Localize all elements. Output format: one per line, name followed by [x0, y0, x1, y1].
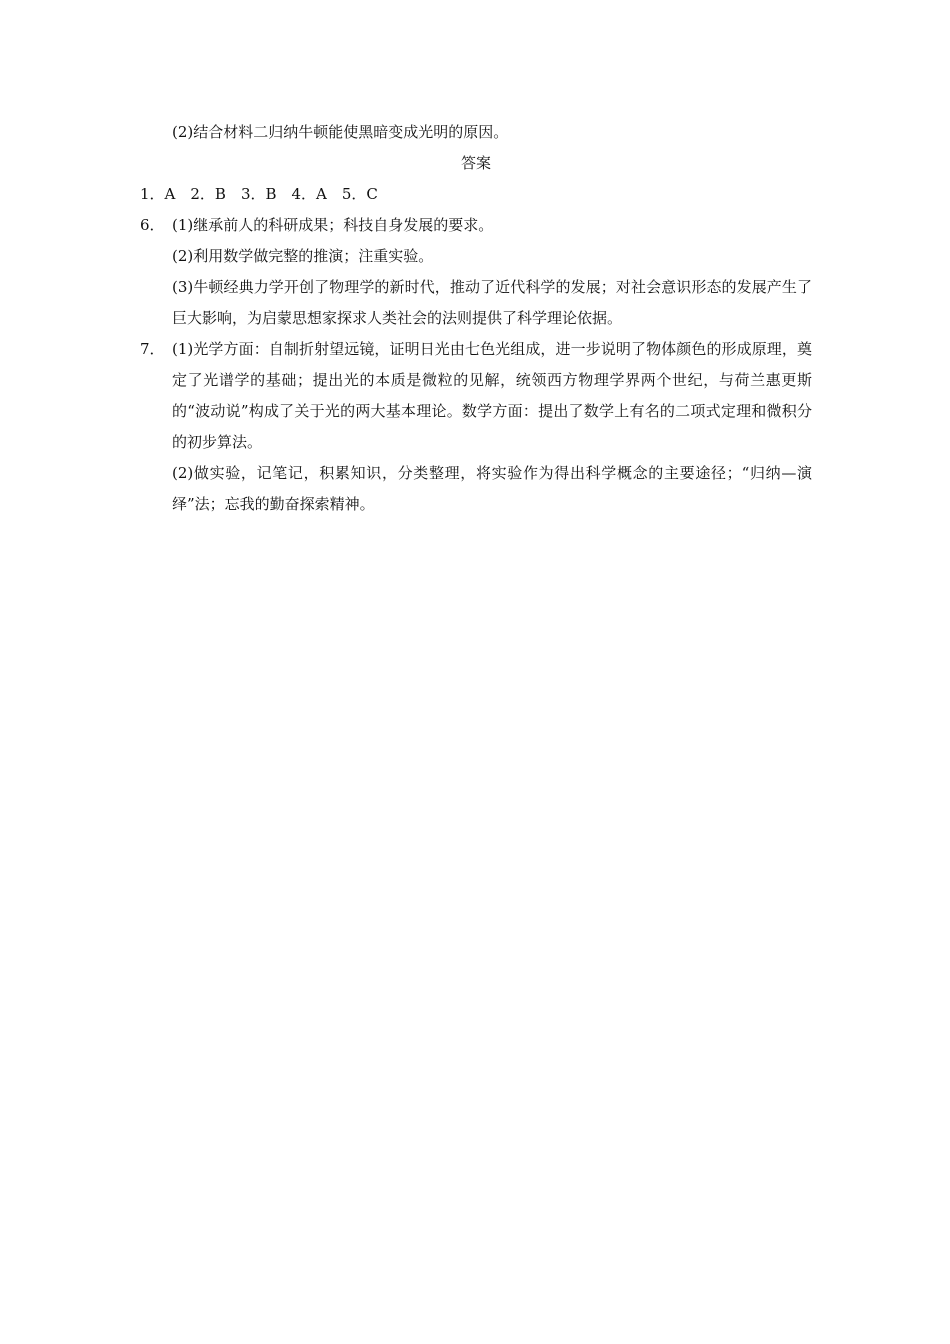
answer-q6-body [172, 210, 812, 334]
document-content [140, 117, 812, 520]
answers-heading: 答案 [460, 154, 491, 172]
answer-q7-body [172, 334, 812, 520]
answer-q7-number: 7． [140, 340, 165, 358]
answer-q6 [140, 210, 812, 334]
answer-q6-number: 6． [140, 216, 165, 234]
choice-answers: 1．A 2．B 3．B 4．A 5．C [140, 185, 378, 203]
question-sub2: (2)结合材料二归纳牛顿能使黑暗变成光明的原因。 [172, 123, 509, 141]
answer-q7-part2: (2)做实验，记笔记，积累知识，分类整理，将实验作为得出科学概念的主要途径；“归纳—演绎”法；忘我的勤奋探索精神。 [172, 464, 812, 513]
answer-q6-part3: (3)牛顿经典力学开创了物理学的新时代，推动了近代科学的发展；对社会意识形态的发展产生了巨大影响，为启蒙思想家探求人类社会的法则提供了科学理论依据。 [172, 278, 812, 327]
answer-q6-part1: (1)继承前人的科研成果；科技自身发展的要求。 [172, 216, 494, 234]
answer-q6-part2: (2)利用数学做完整的推演；注重实验。 [172, 247, 434, 265]
answer-q7 [140, 334, 812, 520]
answer-q7-part1: (1)光学方面：自制折射望远镜，证明日光由七色光组成，进一步说明了物体颜色的形成原理，奠定了光谱学的基础；提出光的本质是微粒的见解，统领西方物理学界两个世纪，与荷兰惠更斯的“波动说”构成了关于光的两大基本理论。数学方面：提出了数学上有名的二项式定理和微积分的初步算法。 [172, 340, 812, 451]
